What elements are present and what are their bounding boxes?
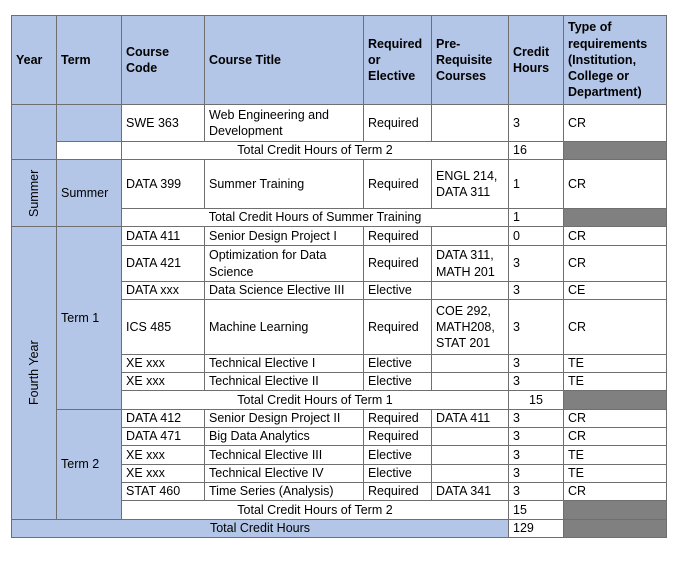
row-4-title [204, 281, 364, 300]
row-6-credit-text: 3 [513, 356, 520, 371]
header-year-text: Year [16, 52, 43, 67]
row-8-title [204, 409, 364, 428]
row-2-code-text: DATA 411 [126, 228, 181, 243]
row-1-title-text: Summer Training [209, 176, 305, 191]
row-10-code-text: XE xxx [126, 447, 165, 462]
year-summer [11, 159, 57, 227]
row-4-req-text: Elective [368, 283, 412, 298]
row-12-code [121, 482, 205, 501]
row-9-code-text: DATA 471 [126, 429, 182, 444]
row-7-prereq [431, 372, 509, 391]
row-2-title [204, 226, 364, 246]
row-10-prereq [431, 445, 509, 465]
term-cell-blank [56, 104, 122, 142]
row-5-code-text: ICS 485 [126, 319, 172, 334]
row-5-credit [508, 299, 564, 355]
row-12-code-text: STAT 460 [126, 484, 181, 499]
row-11-title-text: Technical Elective IV [209, 466, 324, 481]
row-10-title [204, 445, 364, 465]
row-2-req [363, 226, 432, 246]
total-label-3-text: Total Credit Hours of Term 2 [237, 502, 393, 517]
total-label-1-text: Total Credit Hours of Summer Training [208, 210, 422, 225]
row-11-prereq [431, 464, 509, 483]
row-3-type-text: CR [568, 256, 587, 271]
grand-total-value-text: 129 [513, 521, 534, 536]
row-5-prereq [431, 299, 509, 355]
row-10-code [121, 445, 205, 465]
row-12-prereq [431, 482, 509, 501]
total-value-0-text: 16 [513, 143, 527, 158]
row-10-type [563, 445, 667, 465]
row-12-req-text: Required [368, 484, 419, 499]
row-5-prereq-text: COE 292, MATH208, STAT 201 [436, 303, 495, 351]
row-11-type-text: TE [568, 466, 584, 481]
row-2-type-text: CR [568, 228, 587, 243]
year-summer-text: Summer [26, 169, 41, 217]
row-1-prereq-text: ENGL 214, DATA 311 [436, 168, 498, 199]
row-1-title [204, 159, 364, 209]
header-term-text: Term [61, 52, 91, 67]
row-5-req-text: Required [368, 319, 419, 334]
row-5-code [121, 299, 205, 355]
row-2-credit [508, 226, 564, 246]
row-4-type [563, 281, 667, 300]
row-7-credit-text: 3 [513, 374, 520, 389]
row-6-code-text: XE xxx [126, 356, 165, 371]
row-5-type-text: CR [568, 319, 587, 334]
row-3-req-text: Required [368, 256, 419, 271]
row-10-credit-text: 3 [513, 447, 520, 462]
row-3-credit-text: 3 [513, 256, 520, 271]
row-8-req-text: Required [368, 411, 419, 426]
row-6-type [563, 354, 667, 373]
row-7-type-text: TE [568, 374, 584, 389]
row-12-credit [508, 482, 564, 501]
row-10-credit [508, 445, 564, 465]
header-prereq [431, 15, 509, 105]
term-2-text: Term 2 [61, 457, 100, 472]
row-3-title-text: Optimization for Data Science [209, 248, 327, 279]
row-11-type [563, 464, 667, 483]
row-4-req [363, 281, 432, 300]
row-6-prereq [431, 354, 509, 373]
header-type-text: Type of requirements (Institution, College or Department) [568, 20, 648, 100]
grand-total-label [11, 519, 509, 538]
grand-total-value [508, 519, 564, 538]
header-req [363, 15, 432, 105]
row-9-req [363, 427, 432, 446]
row-12-type-text: CR [568, 484, 587, 499]
row-5-title [204, 299, 364, 355]
row-6-req-text: Elective [368, 356, 412, 371]
row-12-credit-text: 3 [513, 484, 520, 499]
total-label-0-text: Total Credit Hours of Term 2 [237, 143, 393, 158]
total-value-2-text: 15 [529, 392, 543, 407]
row-7-code [121, 372, 205, 391]
total-value-0 [508, 141, 564, 160]
row-7-req-text: Elective [368, 374, 412, 389]
row-0-code-text: SWE 363 [126, 115, 179, 130]
total-filler-3 [563, 500, 667, 520]
row-2-type [563, 226, 667, 246]
row-5-req [363, 299, 432, 355]
row-6-title [204, 354, 364, 373]
row-0-type-text: CR [568, 115, 587, 130]
row-3-title [204, 245, 364, 282]
row-8-title-text: Senior Design Project II [209, 411, 341, 426]
row-3-prereq-text: DATA 311, MATH 201 [436, 248, 495, 279]
header-req-text: Required or Elective [368, 36, 423, 84]
row-9-title-text: Big Data Analytics [209, 429, 310, 444]
row-11-credit [508, 464, 564, 483]
row-6-code [121, 354, 205, 373]
row-9-code [121, 427, 205, 446]
row-0-credit-text: 3 [513, 115, 520, 130]
header-title-text: Course Title [209, 52, 282, 67]
row-5-type [563, 299, 667, 355]
row-0-req-text: Required [368, 115, 419, 130]
row-11-code-text: XE xxx [126, 466, 165, 481]
row-11-code [121, 464, 205, 483]
row-11-req-text: Elective [368, 466, 412, 481]
total-label-2 [121, 390, 509, 410]
row-4-type-text: CE [568, 283, 586, 298]
row-8-req [363, 409, 432, 428]
term-2 [56, 409, 122, 520]
year-fourth [11, 226, 57, 520]
total-filler-0 [563, 141, 667, 160]
row-0-prereq [431, 104, 509, 142]
row-3-prereq [431, 245, 509, 282]
row-0-req [363, 104, 432, 142]
grand-total-filler [563, 519, 667, 538]
row-12-prereq-text: DATA 341 [436, 484, 492, 499]
grand-total-label-text: Total Credit Hours [209, 521, 311, 536]
row-10-title-text: Technical Elective III [209, 447, 323, 462]
row-2-credit-text: 0 [513, 228, 520, 243]
row-10-req [363, 445, 432, 465]
term-1-text: Term 1 [61, 310, 100, 325]
header-prereq-text: Pre-Requisite Courses [436, 36, 493, 84]
row-12-type [563, 482, 667, 501]
row-0-title [204, 104, 364, 142]
total-label-1 [121, 208, 509, 227]
total-label-2-text: Total Credit Hours of Term 1 [237, 392, 393, 407]
row-0-credit [508, 104, 564, 142]
row-4-code [121, 281, 205, 300]
total-label-0 [121, 141, 509, 160]
row-1-credit [508, 159, 564, 209]
row-8-type [563, 409, 667, 428]
row-8-code [121, 409, 205, 428]
row-3-code [121, 245, 205, 282]
total-value-3-text: 15 [513, 502, 527, 517]
row-1-type [563, 159, 667, 209]
row-8-credit [508, 409, 564, 428]
row-8-type-text: CR [568, 411, 587, 426]
header-code [121, 15, 205, 105]
row-4-prereq [431, 281, 509, 300]
row-9-prereq [431, 427, 509, 446]
row-5-credit-text: 3 [513, 319, 520, 334]
row-3-credit [508, 245, 564, 282]
row-7-req [363, 372, 432, 391]
row-2-prereq [431, 226, 509, 246]
row-8-prereq [431, 409, 509, 428]
row-3-code-text: DATA 421 [126, 256, 182, 271]
total-value-3 [508, 500, 564, 520]
term-1 [56, 226, 122, 410]
total-filler-2 [563, 390, 667, 410]
row-12-title [204, 482, 364, 501]
row-7-credit [508, 372, 564, 391]
row-6-req [363, 354, 432, 373]
row-4-credit-text: 3 [513, 283, 520, 298]
row-1-req-text: Required [368, 176, 419, 191]
row-3-req [363, 245, 432, 282]
row-2-title-text: Senior Design Project I [209, 228, 337, 243]
row-11-req [363, 464, 432, 483]
row-1-prereq [431, 159, 509, 209]
row-4-credit [508, 281, 564, 300]
header-credit [508, 15, 564, 105]
row-8-code-text: DATA 412 [126, 411, 182, 426]
header-year [11, 15, 57, 105]
row-7-type [563, 372, 667, 391]
row-1-credit-text: 1 [513, 176, 520, 191]
row-9-type [563, 427, 667, 446]
row-4-title-text: Data Science Elective III [209, 283, 345, 298]
header-code-text: Course Code [126, 44, 170, 75]
row-5-title-text: Machine Learning [209, 319, 309, 334]
header-credit-text: Credit Hours [513, 44, 550, 75]
row-6-title-text: Technical Elective I [209, 356, 316, 371]
header-term [56, 15, 122, 105]
row-1-code [121, 159, 205, 209]
row-7-title [204, 372, 364, 391]
row-9-req-text: Required [368, 429, 419, 444]
total-filler-1 [563, 208, 667, 227]
total-value-2 [508, 390, 564, 410]
total-label-3 [121, 500, 509, 520]
row-11-credit-text: 3 [513, 466, 520, 481]
row-1-req [363, 159, 432, 209]
row-3-type [563, 245, 667, 282]
header-type [563, 15, 667, 105]
row-12-req [363, 482, 432, 501]
row-10-type-text: TE [568, 447, 584, 462]
row-12-title-text: Time Series (Analysis) [209, 484, 334, 499]
row-9-credit [508, 427, 564, 446]
row-10-req-text: Elective [368, 447, 412, 462]
row-1-type-text: CR [568, 176, 587, 191]
row-11-title [204, 464, 364, 483]
row-6-credit [508, 354, 564, 373]
row-2-code [121, 226, 205, 246]
row-7-title-text: Technical Elective II [209, 374, 319, 389]
row-9-credit-text: 3 [513, 429, 520, 444]
row-7-code-text: XE xxx [126, 374, 165, 389]
year-fourth-text: Fourth Year [26, 340, 41, 406]
row-0-code [121, 104, 205, 142]
row-1-code-text: DATA 399 [126, 176, 182, 191]
header-title [204, 15, 364, 105]
total-value-1 [508, 208, 564, 227]
row-4-code-text: DATA xxx [126, 283, 180, 298]
term-summer-text: Summer [61, 185, 109, 200]
row-8-prereq-text: DATA 411 [436, 411, 491, 426]
row-8-credit-text: 3 [513, 411, 520, 426]
row-0-type [563, 104, 667, 142]
term-summer [56, 159, 122, 227]
total-value-1-text: 1 [513, 210, 520, 225]
row-9-type-text: CR [568, 429, 587, 444]
row-0-title-text: Web Engineering and Development [209, 107, 329, 138]
row-6-type-text: TE [568, 356, 584, 371]
row-9-title [204, 427, 364, 446]
year-cell-blank [11, 104, 57, 160]
row-2-req-text: Required [368, 228, 419, 243]
